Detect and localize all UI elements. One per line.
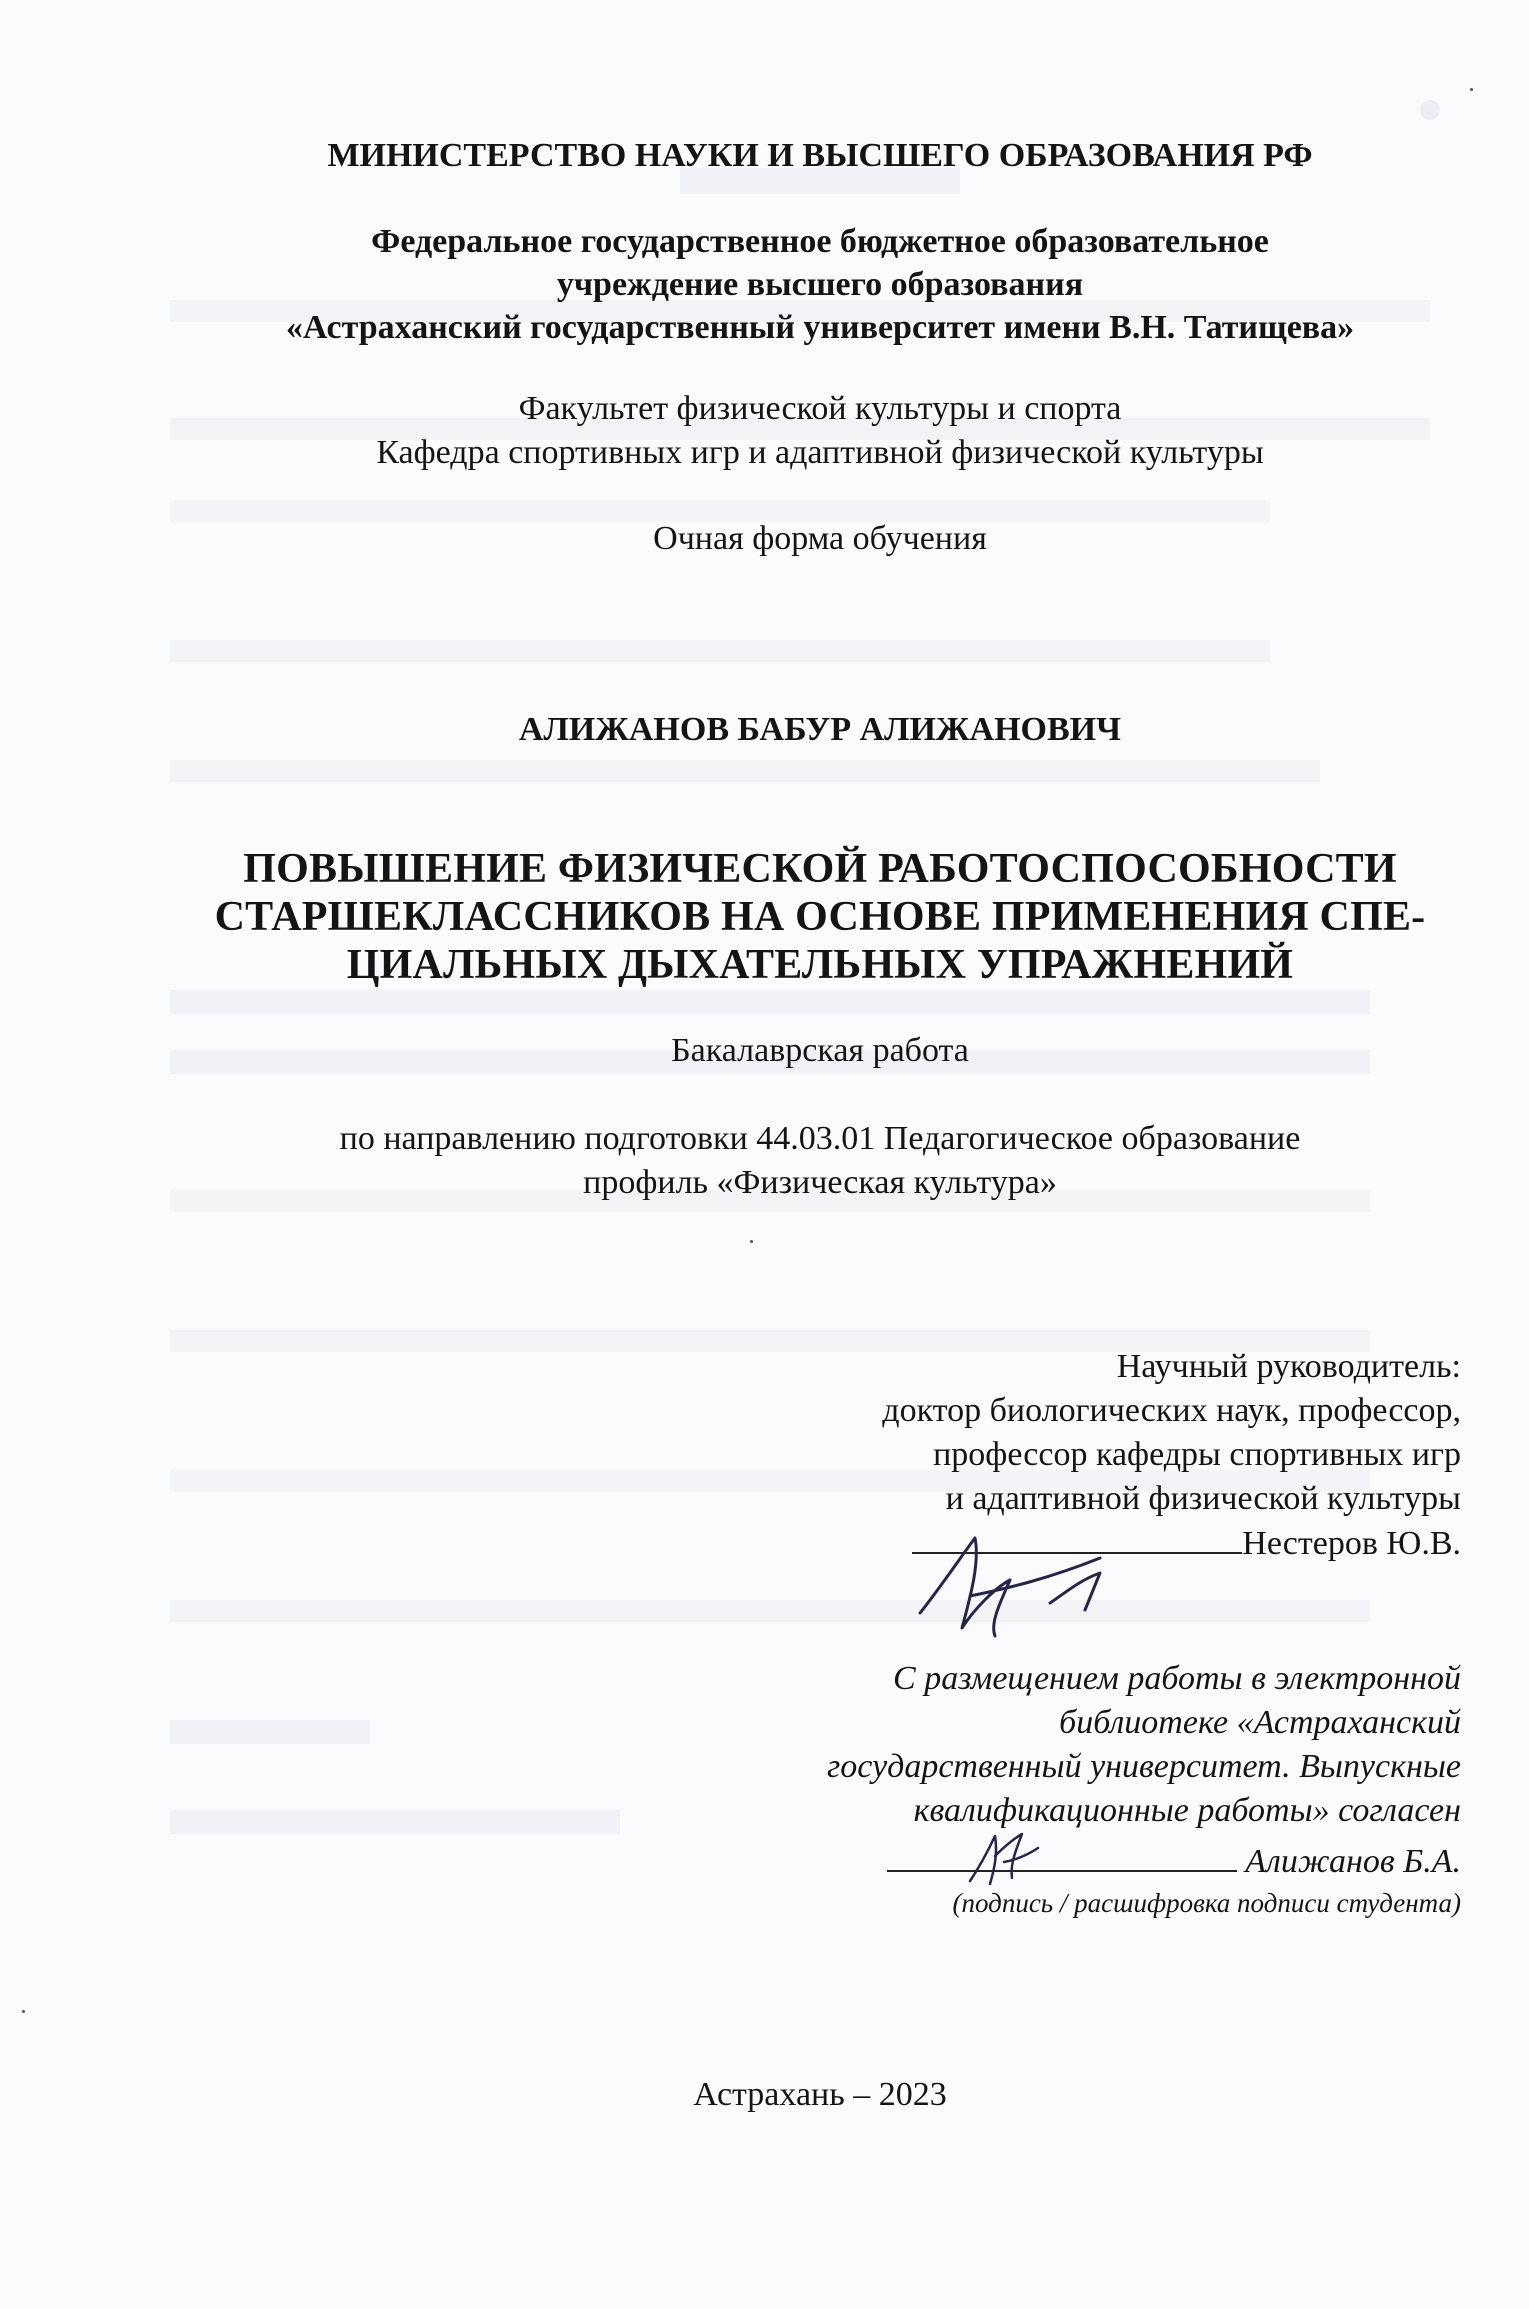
institution-line-2: учреждение высшего образования (556, 266, 1084, 303)
supervisor-position-2: и адаптивной физической культуры (945, 1480, 1461, 1517)
scan-speck (22, 2010, 25, 2013)
author-name: АЛИЖАНОВ БАБУР АЛИЖАНОВИЧ (518, 711, 1122, 748)
student-signature-line (887, 1842, 1237, 1872)
bleed-bar (170, 500, 1270, 522)
scan-speck (1470, 88, 1473, 91)
department-name: Кафедра спортивных игр и адаптивной физической культуры (376, 434, 1264, 471)
bleed-bar (170, 1810, 620, 1834)
ministry-heading: МИНИСТЕРСТВО НАУКИ И ВЫСШЕГО ОБРАЗОВАНИЯ РФ (327, 137, 1313, 174)
bleed-bar (170, 760, 1320, 782)
consent-line-1: С размещением работы в электронной (893, 1660, 1461, 1697)
thesis-title-line-1: ПОВЫШЕНИЕ ФИЗИЧЕСКОЙ РАБОТОСПОСОБНОСТИ (243, 846, 1397, 892)
bleed-bar (170, 1600, 1370, 1622)
institution-line-1: Федеральное государственное бюджетное образовательное (371, 223, 1269, 260)
study-direction: по направлению подготовки 44.03.01 Педагогическое образование (339, 1120, 1301, 1157)
student-name: Алижанов Б.А. (1245, 1843, 1461, 1880)
bleed-bar (170, 1720, 370, 1744)
consent-line-3: государственный университет. Выпускные (827, 1748, 1461, 1785)
bleed-bar (170, 990, 1370, 1014)
work-type: Бакалаврская работа (671, 1032, 969, 1069)
faculty-name: Факультет физической культуры и спорта (518, 390, 1122, 427)
study-profile: профиль «Физическая культура» (583, 1164, 1057, 1201)
consent-line-4: квалификационные работы» согласен (913, 1792, 1461, 1829)
scan-speck (750, 1240, 753, 1243)
consent-line-2: библиотеке «Астраханский (1059, 1704, 1461, 1741)
supervisor-label: Научный руководитель: (1116, 1348, 1461, 1385)
city-year: Астрахань – 2023 (693, 2076, 947, 2113)
signature-caption: (подпись / расшифровка подписи студента) (952, 1888, 1461, 1918)
thesis-title-line-3: ЦИАЛЬНЫХ ДЫХАТЕЛЬНЫХ УПРАЖНЕНИЙ (346, 942, 1294, 988)
supervisor-name: Нестеров Ю.В. (1242, 1525, 1461, 1562)
student-handwritten-signature (960, 1826, 1050, 1896)
thesis-title-line-2: СТАРШЕКЛАССНИКОВ НА ОСНОВЕ ПРИМЕНЕНИЯ СПЕ- (214, 894, 1426, 940)
supervisor-handwritten-signature (900, 1518, 1130, 1648)
supervisor-degree: доктор биологических наук, профессор, (882, 1392, 1461, 1429)
bleed-dot (1420, 100, 1440, 120)
university-name: «Астраханский государственный университет имени В.Н. Татищева» (285, 309, 1355, 346)
bleed-bar (170, 640, 1270, 662)
study-form: Очная форма обучения (653, 520, 987, 557)
supervisor-position-1: профессор кафедры спортивных игр (933, 1436, 1461, 1473)
